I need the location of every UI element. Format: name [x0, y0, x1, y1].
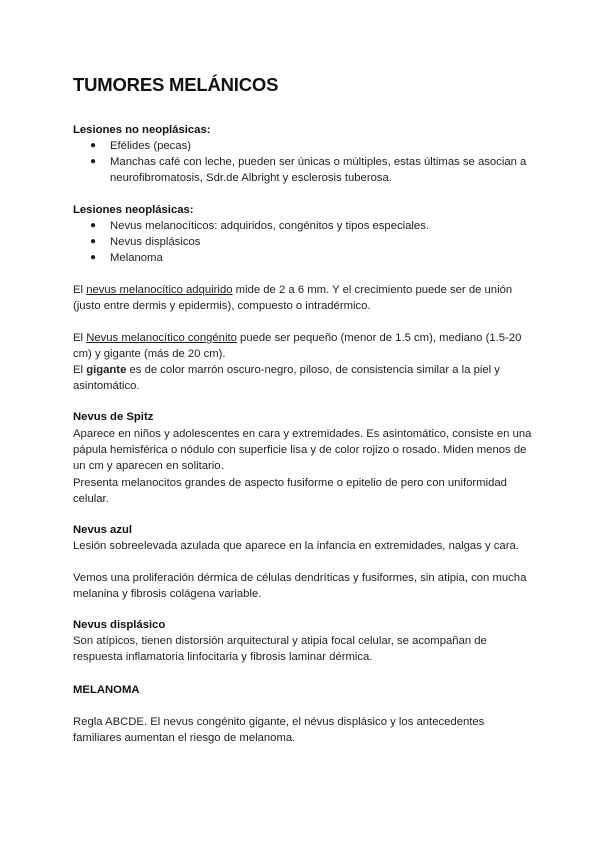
congenito-term: Nevus melanocítico congénito: [86, 332, 237, 344]
no-neoplasicas-list: [73, 138, 533, 187]
neoplasicas-heading: Lesiones neoplásicas:: [73, 204, 194, 216]
displasico-heading: Nevus displásico: [73, 619, 166, 631]
gigante-paragraph: El gigante es de color marrón oscuro-negro, piloso, de consistencia similar a la piel y asintomático.: [73, 364, 500, 393]
azul-paragraph-1: Lesión sobreelevada azulada que aparece en la infancia en extremidades, nalgas y cara.: [73, 540, 519, 552]
melanoma-paragraph: Regla ABCDE. El nevus congénito gigante, el névus displásico y los antecedentes familiares aumentan el riesgo de melanoma.: [73, 716, 485, 745]
list-item: ● Nevus melanocíticos: adquiridos, congénitos y tipos especiales.: [73, 218, 533, 234]
adquirido-paragraph: El nevus melanocítico adquirido mide de 2 a 6 mm. Y el crecimiento puede ser de unión (justo entre dermis y epidermis), compuesto o intradérmico.: [73, 284, 513, 313]
list-item: ● Melanoma: [73, 250, 533, 266]
melanoma-heading: MELANOMA: [73, 684, 140, 696]
bullet-icon: ●: [90, 236, 97, 248]
spitz-paragraph-1: Aparece en niños y adolescentes en cara y extremidades. Es asintomático, consiste en una pápula hemisférica o nódulo con superficie lisa y de color rojizo o rosado. Miden menos de un cm y aparecen en solitario.: [73, 428, 532, 473]
neoplasicas-list: [73, 218, 533, 267]
bullet-icon: ●: [90, 252, 97, 264]
document-title: TUMORES MELÁNICOS: [73, 74, 279, 95]
bullet-icon: ●: [90, 156, 97, 168]
no-neoplasicas-heading: Lesiones no neoplásicas:: [73, 124, 211, 136]
list-item: ● Manchas café con leche, pueden ser únicas o múltiples, estas últimas se asocian a neurofibromatosis, Sdr.de Albright y esclerosis tuberosa.: [90, 156, 527, 185]
adquirido-term: nevus melanocítico adquirido: [86, 284, 233, 296]
spitz-paragraph-2: Presenta melanocitos grandes de aspecto fusiforme o epitelio de pero con uniformidad celular.: [73, 477, 507, 506]
azul-heading: Nevus azul: [73, 524, 133, 536]
bullet-icon: ●: [90, 220, 97, 231]
spitz-heading: Nevus de Spitz: [73, 411, 154, 423]
displasico-paragraph: Son atípicos, tienen distorsión arquitectural y atipia focal celular, se acompañan de respuesta inflamatoria linfocitaria y fibrosis laminar dérmica.: [73, 635, 487, 664]
gigante-term: gigante: [86, 364, 127, 376]
list-item: ● Nevus displásicos: [73, 234, 533, 250]
azul-paragraph-2: Vemos una proliferación dérmica de células dendríticas y fusiformes, sin atipia, con mucha melanina y fibrosis colágena variable.: [73, 572, 527, 601]
bullet-icon: ●: [90, 140, 97, 151]
list-item: ● Efélides (pecas): [73, 138, 533, 154]
congenito-paragraph: El Nevus melanocítico congénito puede ser pequeño (menor de 1.5 cm), mediano (1.5-20 cm) y gigante (más de 20 cm).: [73, 332, 522, 361]
